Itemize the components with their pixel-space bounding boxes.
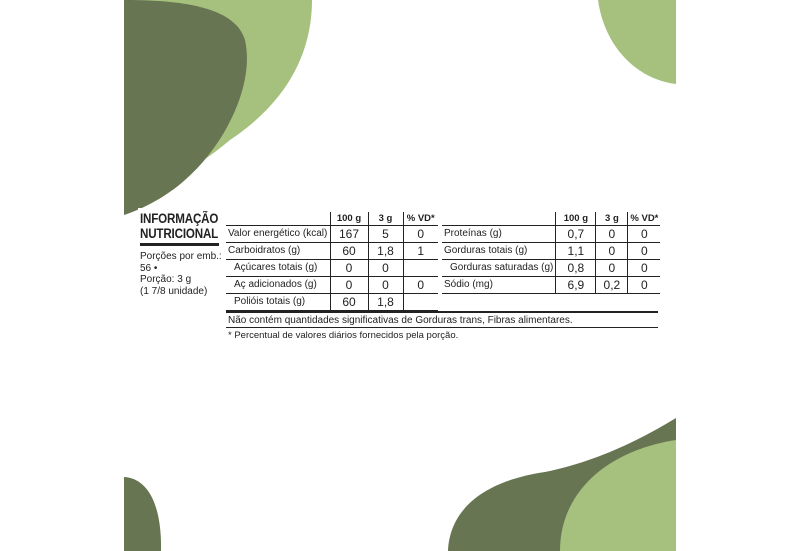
value-vd: 0 xyxy=(403,277,438,294)
top-right-light-blob xyxy=(598,0,676,84)
value-vd: 0 xyxy=(628,226,660,243)
value-vd: 1 xyxy=(403,243,438,260)
table-header xyxy=(226,212,438,226)
serving-info xyxy=(140,251,230,297)
header-cell xyxy=(442,212,556,226)
title-line-2: NUTRICIONAL xyxy=(140,226,219,241)
value-vd: 0 xyxy=(628,243,660,260)
header-cell: 100 g xyxy=(330,212,368,226)
nutrient-label: Gorduras saturadas (g) xyxy=(442,260,556,277)
portion-detail: (1 7/8 unidade) xyxy=(140,285,208,297)
table-row xyxy=(442,243,660,260)
nutrient-label: Valor energético (kcal) xyxy=(226,226,330,243)
value-100g: 6,9 xyxy=(556,277,596,294)
value-portion: 0 xyxy=(596,243,628,260)
table-row xyxy=(442,226,660,243)
title-underline xyxy=(140,243,219,246)
value-100g: 60 xyxy=(330,243,368,260)
nutrition-table-left xyxy=(226,212,438,311)
value-portion: 1,8 xyxy=(368,294,403,311)
nutrient-label: Gorduras totais (g) xyxy=(442,243,556,260)
footnote-vd: * Percentual de valores diários fornecidos pela porção. xyxy=(228,330,459,341)
nutrient-label: Proteínas (g) xyxy=(442,226,556,243)
value-portion: 1,8 xyxy=(368,243,403,260)
servings-value: 56 • xyxy=(140,262,158,274)
nutrient-label: Carboidratos (g) xyxy=(226,243,330,260)
value-portion: 0 xyxy=(596,226,628,243)
value-portion: 5 xyxy=(368,226,403,243)
portion-label: Porção: 3 g xyxy=(140,274,192,285)
nutrition-title xyxy=(140,211,218,241)
table-row xyxy=(226,260,438,277)
top-left-dark-blob xyxy=(124,0,247,215)
value-100g: 0,7 xyxy=(556,226,596,243)
bottom-left-dark-blob xyxy=(124,477,161,551)
table-row xyxy=(442,277,660,294)
header-cell: 100 g xyxy=(556,212,596,226)
table-header xyxy=(442,212,660,226)
nutrient-label: Sódio (mg) xyxy=(442,277,556,294)
table-row xyxy=(226,277,438,294)
header-cell xyxy=(226,212,330,226)
value-portion: 0 xyxy=(368,260,403,277)
header-cell: 3 g xyxy=(596,212,628,226)
value-vd xyxy=(403,260,438,277)
nutrient-label: Aç adicionados (g) xyxy=(226,277,330,294)
value-portion: 0,2 xyxy=(596,277,628,294)
value-portion: 0 xyxy=(368,277,403,294)
value-100g: 0,8 xyxy=(556,260,596,277)
value-100g: 60 xyxy=(330,294,368,311)
footnote-trans-fibers: Não contém quantidades significativas de Gorduras trans, Fibras alimentares. xyxy=(228,315,573,326)
table-row xyxy=(226,294,438,311)
header-cell: 3 g xyxy=(368,212,403,226)
footnote-divider-2 xyxy=(226,327,658,328)
value-100g: 0 xyxy=(330,260,368,277)
value-vd: 0 xyxy=(628,260,660,277)
value-vd: 0 xyxy=(628,277,660,294)
value-100g: 0 xyxy=(330,277,368,294)
nutrient-label: Polióis totais (g) xyxy=(226,294,330,311)
title-line-1: INFORMAÇÃO xyxy=(140,211,219,226)
header-cell: % VD* xyxy=(628,212,660,226)
value-vd xyxy=(403,294,438,311)
header-cell: % VD* xyxy=(403,212,438,226)
table-row xyxy=(226,226,438,243)
nutrition-table-right xyxy=(442,212,660,294)
value-100g: 1,1 xyxy=(556,243,596,260)
servings-label: Porções por emb.: xyxy=(140,251,222,262)
footnote-divider xyxy=(226,311,658,313)
table-row xyxy=(226,243,438,260)
value-100g: 167 xyxy=(330,226,368,243)
value-vd: 0 xyxy=(403,226,438,243)
nutrient-label: Açúcares totais (g) xyxy=(226,260,330,277)
value-portion: 0 xyxy=(596,260,628,277)
table-row xyxy=(442,260,660,277)
